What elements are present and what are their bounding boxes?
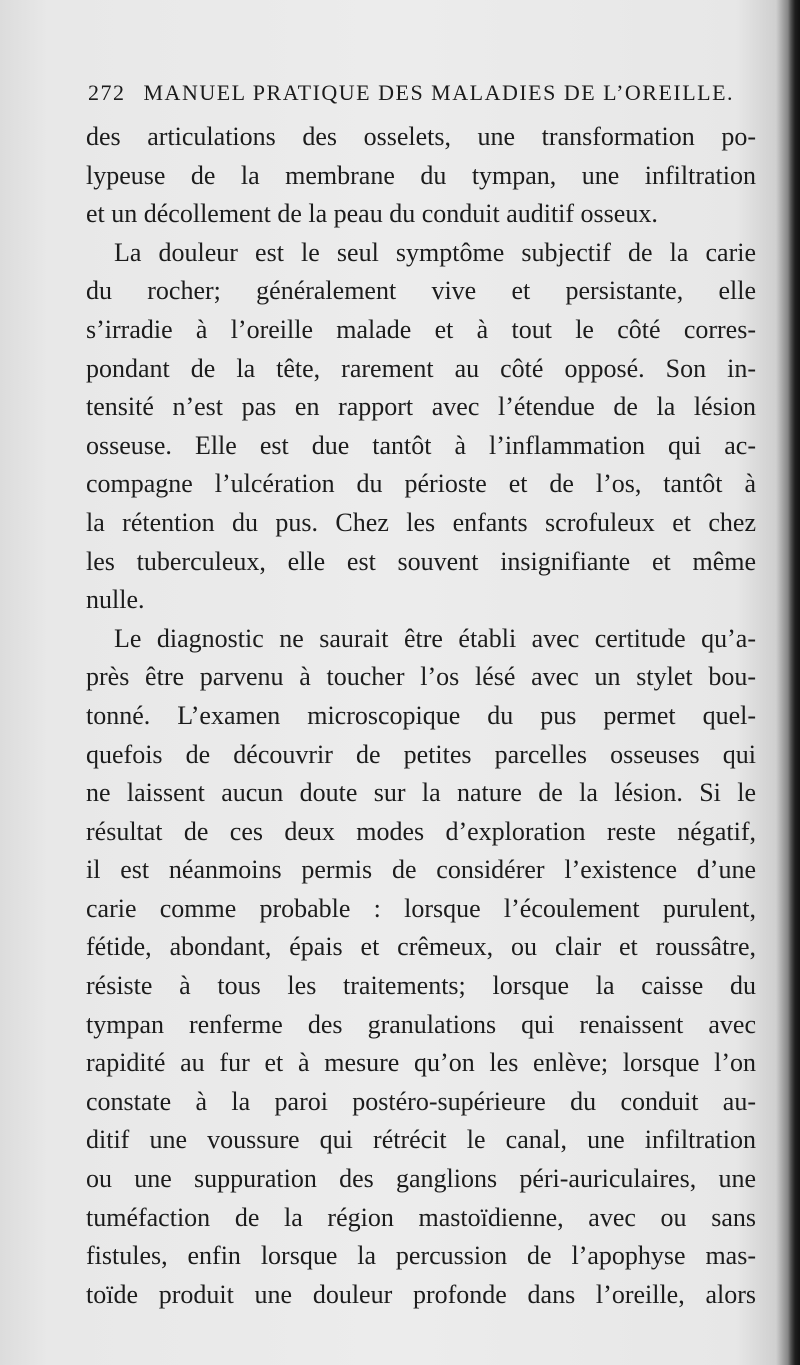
text-line: constate à la paroi postéro-supérieure du conduit au-	[86, 1086, 756, 1116]
text-line: les tuberculeux, elle est souvent insignifiante et même	[86, 546, 756, 576]
text-line: fistules, enfin lorsque la percussion de l’apophyse mas-	[86, 1241, 756, 1271]
text-line: Le diagnostic ne saurait être établi avec certitude qu’a-	[114, 623, 756, 653]
running-title: MANUEL PRATIQUE DES MALADIES DE L’OREILLE.	[143, 80, 735, 105]
text-line: tensité n’est pas en rapport avec l’étendue de la lésion	[86, 392, 756, 422]
text-line: s’irradie à l’oreille malade et à tout le côté corres-	[86, 314, 756, 344]
body-text	[86, 118, 756, 1314]
text-line: ou une suppuration des ganglions péri-auriculaires, une	[86, 1164, 756, 1194]
page-number: 272	[88, 80, 126, 105]
text-line: près être parvenu à toucher l’os lésé avec un stylet bou-	[86, 662, 756, 692]
text-line: compagne l’ulcération du périoste et de l’os, tantôt à	[86, 469, 756, 499]
text-line: la rétention du pus. Chez les enfants scrofuleux et chez	[86, 507, 756, 537]
text-line: tympan renferme des granulations qui renaissent avec	[86, 1009, 756, 1039]
text-line: et un décollement de la peau du conduit auditif osseux.	[86, 199, 658, 229]
text-line: osseuse. Elle est due tantôt à l’inflammation qui ac-	[86, 430, 756, 460]
text-line: quefois de découvrir de petites parcelles osseuses qui	[86, 739, 756, 769]
text-line: tonné. L’examen microscopique du pus permet quel-	[86, 700, 756, 730]
text-line: tuméfaction de la région mastoïdienne, avec ou sans	[86, 1202, 756, 1232]
text-line: rapidité au fur et à mesure qu’on les enlève; lorsque l’on	[86, 1048, 756, 1078]
text-line: ditif une voussure qui rétrécit le canal, une infiltration	[86, 1125, 756, 1155]
text-line: fétide, abondant, épais et crêmeux, ou clair et roussâtre,	[86, 932, 756, 962]
text-line: lypeuse de la membrane du tympan, une infiltration	[86, 160, 756, 190]
text-line: nulle.	[86, 585, 145, 615]
text-line: du rocher; généralement vive et persistante, elle	[86, 276, 756, 306]
text-line: pondant de la tête, rarement au côté opposé. Son in-	[86, 353, 756, 383]
text-line: des articulations des osselets, une transformation po-	[86, 122, 756, 151]
text-line: carie comme probable : lorsque l’écoulement purulent,	[86, 893, 756, 923]
running-header	[88, 80, 738, 106]
text-line: résiste à tous les traitements; lorsque la caisse du	[86, 971, 756, 1001]
text-line: résultat de ces deux modes d’exploration reste négatif,	[86, 816, 756, 846]
text-line: toïde produit une douleur profonde dans l’oreille, alors	[86, 1279, 756, 1309]
text-line: La douleur est le seul symptôme subjectif de la carie	[114, 237, 756, 267]
text-line: ne laissent aucun doute sur la nature de la lésion. Si le	[86, 778, 756, 808]
page-edge-shadow	[788, 0, 800, 1365]
text-line: il est néanmoins permis de considérer l’existence d’une	[86, 855, 756, 885]
